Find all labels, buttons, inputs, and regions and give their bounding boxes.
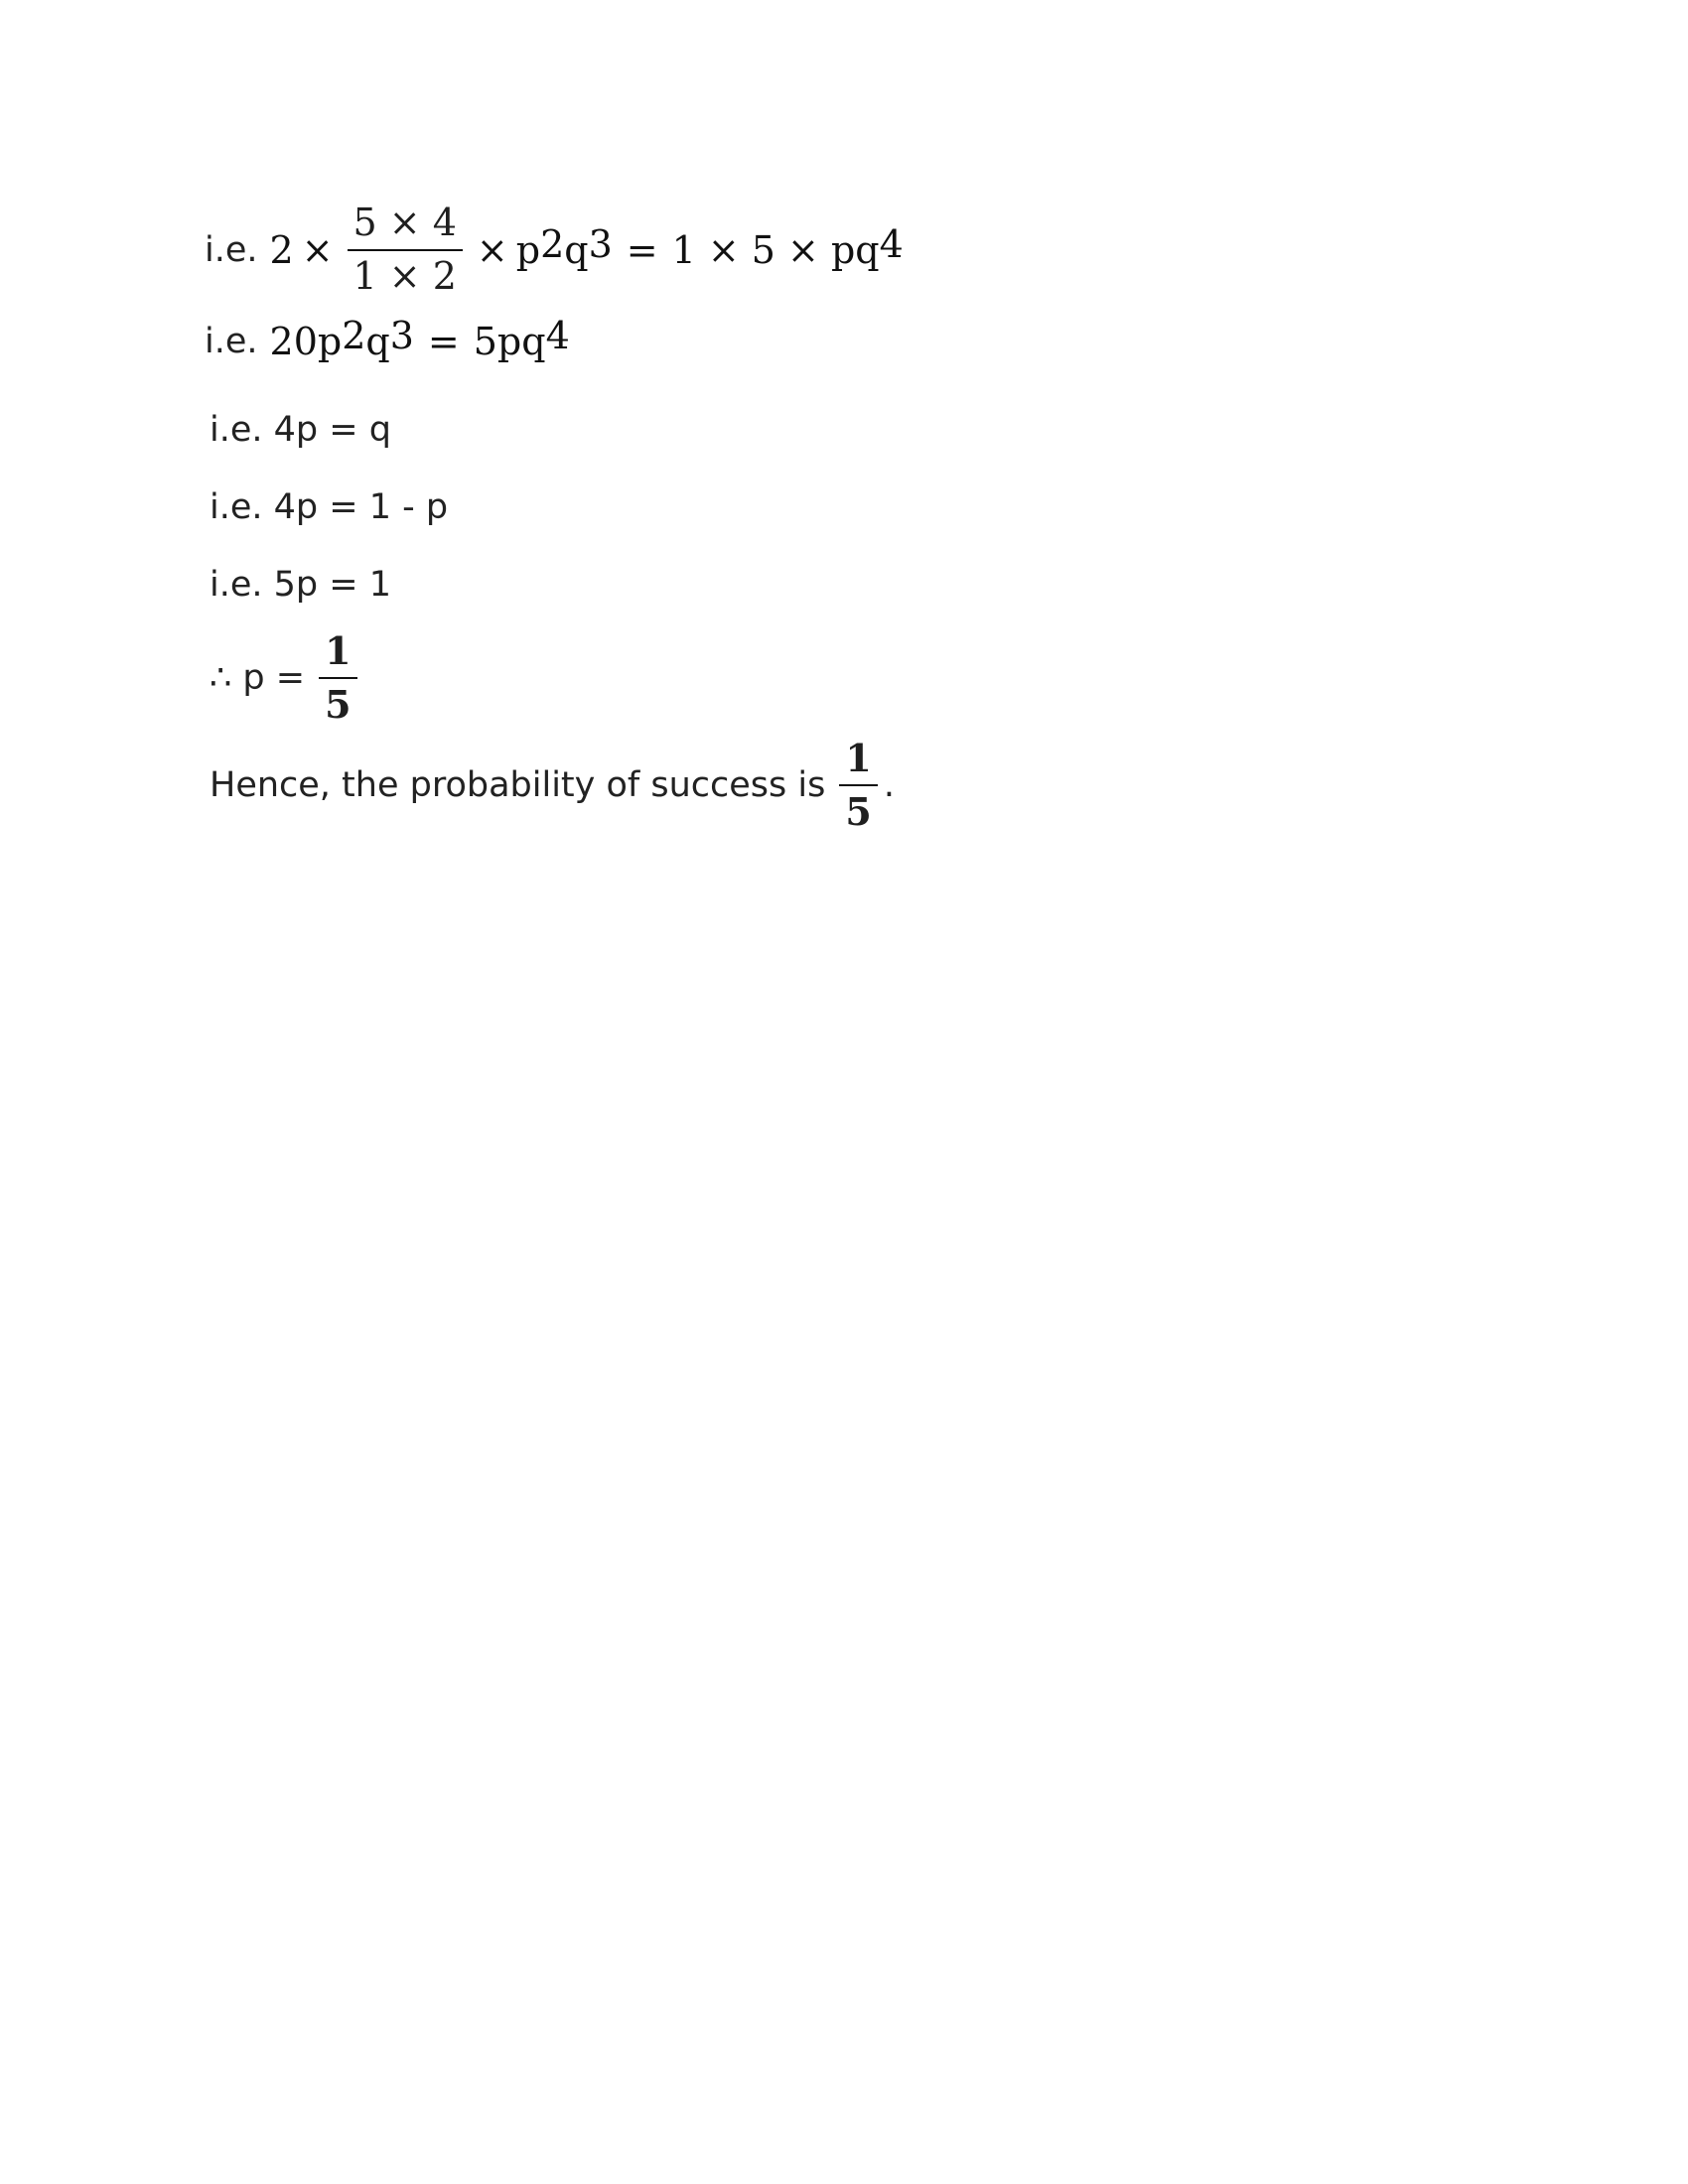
conclusion-text: Hence, the probability of success is [210,764,826,805]
exponent: 2 [342,314,366,357]
exponent: 4 [879,221,904,266]
fraction-bar [839,784,877,786]
variable-q: q [564,227,589,272]
exponent: 4 [545,314,570,357]
fraction-denominator: 1 × 2 [352,253,457,298]
fraction [839,736,877,834]
equation-line-1 [205,201,904,298]
exponent: 3 [588,221,613,266]
times-operator: × [476,227,508,272]
equation-line-2 [205,314,570,363]
left-hand-side: 20p [269,320,343,363]
equation-line-4: i.e. 4p = 1 - p [210,487,449,527]
fraction-denominator: 5 [325,681,352,727]
variable-p: p [515,227,541,272]
equals-sign: = [427,320,460,363]
coefficient: 2 [269,227,294,272]
fraction-denominator: 5 [845,788,872,834]
conclusion-line [210,736,895,834]
equals-sign: = [626,227,658,272]
variable-q: q [365,320,390,363]
fraction-numerator: 5 × 4 [352,201,457,244]
right-hand-side: 5pq [473,320,546,363]
fraction-numerator: 1 [845,736,872,780]
right-hand-side: 1 × 5 × pq [671,227,880,272]
exponent: 2 [540,221,565,266]
exponent: 3 [389,314,414,357]
fraction [319,628,356,727]
fraction-bar [348,249,463,251]
fraction [348,201,463,298]
therefore-label: ∴ p = [210,657,306,698]
equation-line-5: i.e. 5p = 1 [210,565,391,605]
times-operator: × [301,227,334,272]
fraction-numerator: 1 [325,628,352,673]
equation-line-3: i.e. 4p = q [210,410,391,450]
ie-label: i.e. [205,229,258,270]
ie-label: i.e. [205,322,258,361]
equation-line-6 [210,628,363,727]
period: . [883,764,895,805]
fraction-bar [319,677,356,679]
